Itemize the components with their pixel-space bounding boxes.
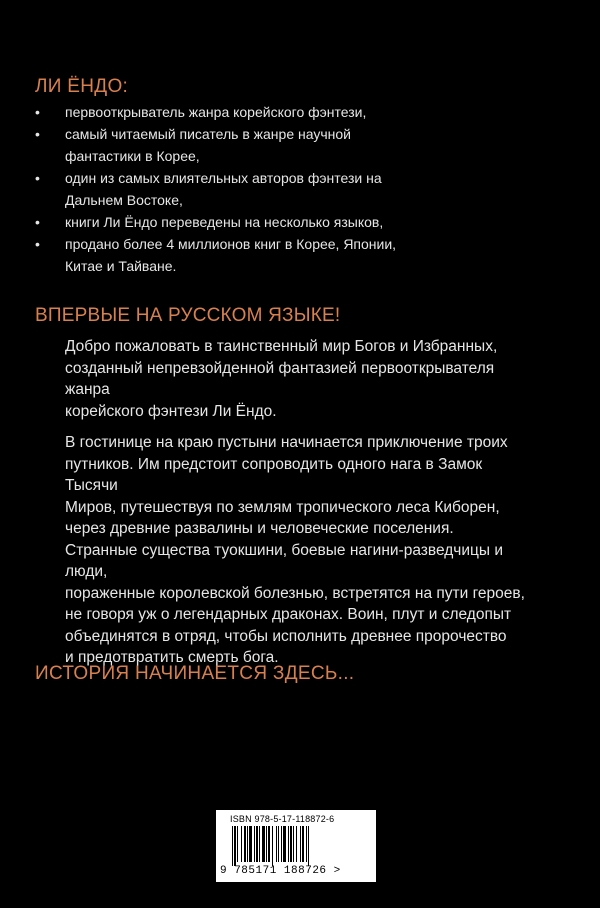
list-item xyxy=(35,123,575,167)
paragraph-line: Добро пожаловать в таинственный мир Богов и Избранных, xyxy=(65,338,498,355)
paragraph-line: объединятся в отряд, чтобы исполнить древнее пророчество xyxy=(65,627,507,645)
list-item-text: самый читаемый писатель в жанре научной xyxy=(65,126,351,142)
isbn-number: ISBN 978-5-17-118872-6 xyxy=(230,814,335,824)
list-item xyxy=(35,101,575,123)
promo-heading: ВПЕРВЫЕ НА РУССКОМ ЯЗЫКЕ! xyxy=(35,305,341,326)
paragraph-line: путников. Им предстоит сопроводить одного нага в Замок Тысячи xyxy=(65,455,483,494)
author-facts-list xyxy=(35,101,575,277)
list-item-text: продано более 4 миллионов книг в Корее, Японии, xyxy=(65,236,397,252)
paragraph-line: корейского фэнтези Ли Ёндо. xyxy=(65,402,277,420)
list-item-text: первооткрыватель жанра корейского фэнтези, xyxy=(65,104,367,120)
story-paragraph xyxy=(65,432,535,669)
paragraph-line: созданный непревзойденной фантазией первооткрывателя жанра xyxy=(65,359,495,398)
paragraph-line: Странные существа туокшини, боевые нагини-разведчицы и люди, xyxy=(65,541,503,580)
author-heading: ЛИ ЁНДО: xyxy=(35,76,129,97)
barcode-digits: 9 785171 188726 > xyxy=(220,865,341,877)
list-item-text: книги Ли Ёндо переведены на несколько языков, xyxy=(65,214,384,230)
list-item-text: один из самых влиятельных авторов фэнтези на xyxy=(65,170,382,186)
list-item xyxy=(35,167,575,211)
list-item xyxy=(35,233,575,277)
paragraph-line: В гостинице на краю пустыни начинается приключение троих xyxy=(65,434,508,451)
paragraph-line: через древние развалины и человеческие поселения. xyxy=(65,520,454,537)
paragraph-line: пораженные королевской болезнью, встретятся на пути героев, xyxy=(65,584,525,602)
list-item-text-continued: Дальнем Востоке, xyxy=(65,192,183,208)
list-item xyxy=(35,211,575,233)
list-item-text-continued: фантастики в Корее, xyxy=(65,148,200,164)
list-item-text-continued: Китае и Тайване. xyxy=(65,258,177,274)
tagline: ИСТОРИЯ НАЧИНАЕТСЯ ЗДЕСЬ... xyxy=(35,663,355,684)
paragraph-line: Миров, путешествуя по землям тропического леса Киборен, xyxy=(65,498,500,516)
paragraph-line: не говоря уж о легендарных драконах. Воин, плут и следопыт xyxy=(65,606,512,623)
intro-paragraph xyxy=(65,336,535,422)
paragraph-line: и предотвратить смерть бога. xyxy=(65,649,279,666)
barcode-icon xyxy=(230,826,362,866)
barcode-label xyxy=(216,810,376,882)
